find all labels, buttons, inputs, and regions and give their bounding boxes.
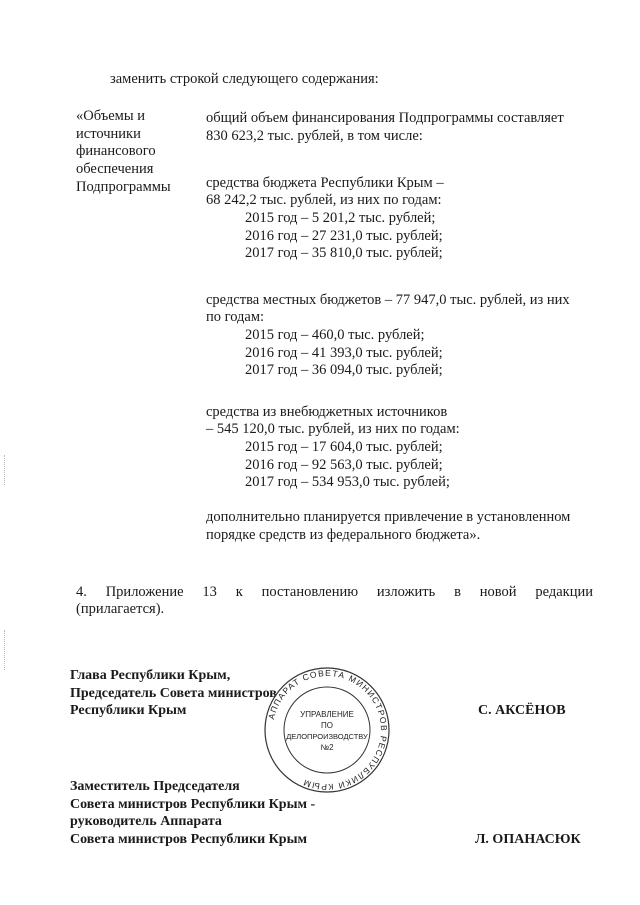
federal-line-1: дополнительно планируется привлечение в установленном xyxy=(206,509,571,525)
deputy-title-line: Совета министров Республики Крым xyxy=(70,832,308,847)
seal-graphic xyxy=(262,665,392,795)
extra-year: 2015 год – 17 604,0 тыс. рублей; xyxy=(245,439,443,455)
scan-margin-mark xyxy=(4,455,7,485)
intro-text: заменить строкой следующего содержания: xyxy=(110,71,379,87)
head-signatory-name: С. АКСЁНОВ xyxy=(478,703,566,718)
head-title-line: Республики Крым xyxy=(70,703,187,718)
left-col-line: Подпрограммы xyxy=(76,179,171,195)
left-col-line: «Объемы и xyxy=(76,108,145,124)
left-col-line: источники xyxy=(76,126,141,142)
budget-rk-line-1: средства бюджета Республики Крым – xyxy=(206,175,444,191)
deputy-signatory-name: Л. ОПАНАСЮК xyxy=(475,832,581,847)
local-year: 2016 год – 41 393,0 тыс. рублей; xyxy=(245,345,443,361)
deputy-title-line: Заместитель Председателя xyxy=(70,779,240,794)
seal-inner-line: ДЕЛОПРОИЗВОДСТВУ xyxy=(286,732,368,741)
seal-inner-line: №2 xyxy=(320,743,334,752)
extra-year: 2016 год – 92 563,0 тыс. рублей; xyxy=(245,457,443,473)
deputy-title-line: Совета министров Республики Крым - xyxy=(70,797,316,812)
budget-rk-line-2: 68 242,2 тыс. рублей, из них по годам: xyxy=(206,192,442,208)
federal-line-2: порядке средств из федерального бюджета». xyxy=(206,527,481,543)
extra-year: 2017 год – 534 953,0 тыс. рублей; xyxy=(245,474,450,490)
local-line-1: средства местных бюджетов – 77 947,0 тыс. рублей, из них xyxy=(206,292,570,308)
head-title-line: Председатель Совета министров xyxy=(70,686,277,701)
left-col-line: финансового xyxy=(76,143,156,159)
total-line-1: общий объем финансирования Подпрограммы составляет xyxy=(206,110,564,126)
seal-inner-line: УПРАВЛЕНИЕ xyxy=(300,710,354,719)
item-4-line-2: (прилагается). xyxy=(76,601,165,617)
scan-margin-mark xyxy=(4,630,7,670)
budget-rk-year: 2015 год – 5 201,2 тыс. рублей; xyxy=(245,210,436,226)
seal-outer-text: АППАРАТ СОВЕТА МИНИСТРОВ РЕСПУБЛИКИ КРЫМ xyxy=(266,667,390,793)
head-title-line: Глава Республики Крым, xyxy=(70,668,231,683)
local-line-2: по годам: xyxy=(206,309,265,325)
local-year: 2017 год – 36 094,0 тыс. рублей; xyxy=(245,362,443,378)
extra-line-2: – 545 120,0 тыс. рублей, из них по годам: xyxy=(206,421,460,437)
local-year: 2015 год – 460,0 тыс. рублей; xyxy=(245,327,425,343)
seal-inner-line: ПО xyxy=(321,721,333,730)
total-line-2: 830 623,2 тыс. рублей, в том числе: xyxy=(206,128,423,144)
left-col-line: обеспечения xyxy=(76,161,154,177)
extra-line-1: средства из внебюджетных источников xyxy=(206,404,448,420)
official-seal xyxy=(262,665,392,795)
budget-rk-year: 2016 год – 27 231,0 тыс. рублей; xyxy=(245,228,443,244)
item-4-line-1: 4. Приложение 13 к постановлению изложить в новой редакции xyxy=(76,584,593,600)
deputy-title-line: руководитель Аппарата xyxy=(70,814,222,829)
budget-rk-year: 2017 год – 35 810,0 тыс. рублей; xyxy=(245,245,443,261)
